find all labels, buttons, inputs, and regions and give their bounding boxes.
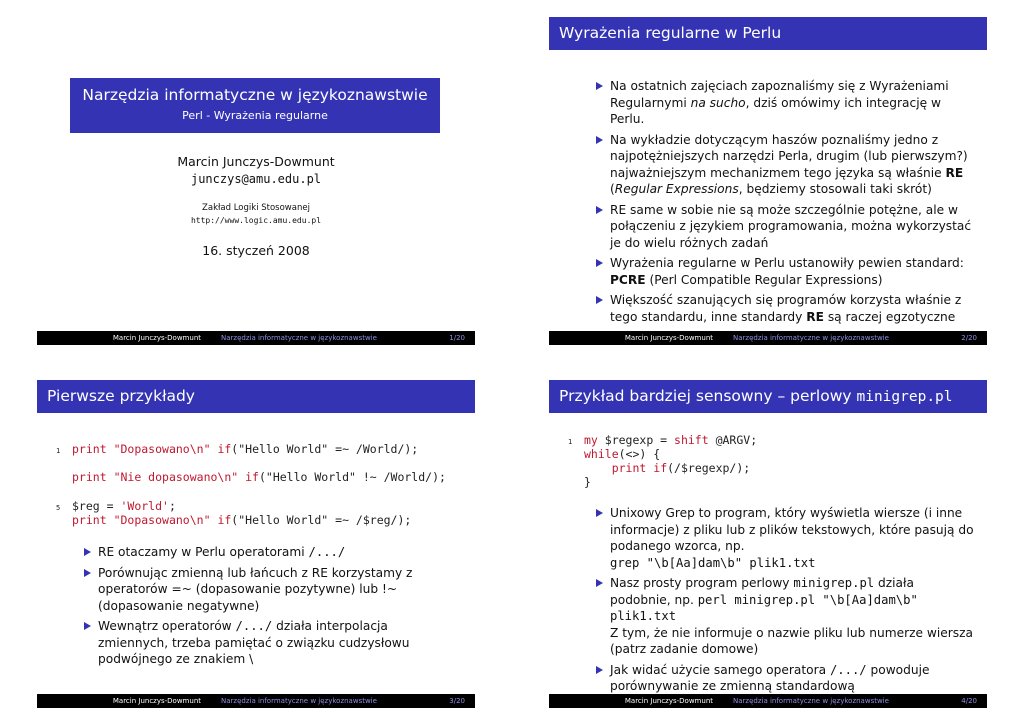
department: Zakład Logiki Stosowanej [202, 203, 310, 213]
code-line [72, 470, 446, 485]
bullet-triangle-icon [84, 548, 91, 556]
bullet-triangle-icon [84, 622, 91, 630]
slide-footer [37, 694, 475, 708]
code-line [72, 513, 411, 528]
code-keyword: print [611, 461, 647, 475]
presentation-subtitle: Perl - Wyrażenia regularne [182, 109, 328, 122]
bullet-triangle-icon [596, 296, 603, 304]
inline-code: /.../ [235, 619, 273, 633]
bullet-list [84, 544, 459, 672]
code-string: 'World' [120, 499, 169, 513]
list-item [596, 78, 978, 128]
bullet-triangle-icon [596, 136, 603, 144]
bullet-triangle-icon [596, 579, 603, 587]
page-number: 3/20 [449, 697, 465, 705]
slide-3 [37, 380, 475, 708]
code-line [584, 461, 750, 476]
emphasis-text: na sucho [690, 95, 746, 110]
title-text: Przykład bardziej sensowny – perlowy [559, 387, 857, 405]
code-line [72, 499, 176, 514]
line-number: 1 [568, 438, 573, 446]
code-keyword: print [72, 442, 107, 456]
bullet-triangle-icon [596, 206, 603, 214]
footer-author: Marcin Junczys-Dowmunt [549, 694, 721, 708]
code-text: ("Hello World" =~ /$reg/); [231, 513, 412, 527]
slide-footer [549, 694, 987, 708]
bold-text: RE [806, 309, 824, 324]
line-number: 1 [56, 447, 61, 455]
footer-course-label: Narzędzia informatyczne w językoznawstwie [221, 697, 377, 705]
title-box [70, 78, 440, 133]
bullet-text: Jak widać użycie samego operatora [610, 662, 830, 677]
footer-course [721, 331, 987, 345]
page-number: 1/20 [449, 334, 465, 342]
inline-code: perl minigrep.pl "\b[Aa]dam\b" plik1.txt [610, 592, 918, 623]
bold-text: PCRE [610, 272, 646, 287]
author-email: junczys@amu.edu.pl [190, 172, 322, 186]
list-item [596, 505, 978, 571]
bullet-triangle-icon [596, 82, 603, 90]
code-string: "Nie dopasowano\n" [113, 470, 239, 484]
bullet-triangle-icon [84, 569, 91, 577]
bullet-text: są raczej egzotyczne [823, 309, 956, 324]
code-text: $reg = [72, 499, 121, 513]
code-keyword: if [653, 461, 668, 475]
slide-footer [549, 331, 987, 345]
slide-footer [37, 331, 475, 345]
code-keyword: if [217, 442, 232, 456]
bullet-text: Unixowy Grep to program, który wyświetla wiersze (i inne informacje) z pliku lub z plików tekstowych, które pasują do podanego wzorca, np. [610, 506, 974, 553]
list-item [596, 575, 978, 658]
code-string: "Dopasowano\n" [113, 513, 211, 527]
bullet-text: działa interpolacja zmiennych, trzeba pamiętać o związku cudzysłowu podwójnego ze znakiem \ [98, 619, 410, 666]
list-item [596, 132, 978, 198]
line-number: 5 [56, 504, 61, 512]
bullet-text: działa podobnie, np. [610, 576, 914, 607]
bullet-list [596, 505, 978, 699]
emphasis-text: Regular Expressions [614, 182, 739, 196]
bullet-text: Na wykładzie dotyczącym haszów poznaliśmy jedno z najpotężniejszych narzędzi Perla, drugim (lub pierwszym?) najważniejszym mechanizmem tego języka są właśnie [610, 132, 968, 180]
code-keyword: if [245, 470, 259, 484]
slide-1 [37, 17, 475, 345]
code-string: "Dopasowano\n" [113, 442, 211, 456]
bullet-triangle-icon [596, 666, 603, 674]
footer-course-label: Narzędzia informatyczne w językoznawstwie [733, 334, 889, 342]
list-item [596, 202, 978, 252]
code-keyword: my [584, 433, 598, 447]
code-line: } [584, 475, 591, 489]
bullet-text: , będziemy stosowali taki skrót) [738, 182, 932, 196]
slide-title: Wyrażenia regularne w Perlu [549, 17, 987, 50]
bold-text: RE [945, 165, 964, 180]
list-item [84, 618, 459, 668]
slide-4 [549, 380, 987, 708]
footer-author: Marcin Junczys-Dowmunt [37, 694, 209, 708]
list-item [596, 662, 978, 695]
footer-course-label: Narzędzia informatyczne w językoznawstwie [733, 697, 889, 705]
bullet-triangle-icon [596, 259, 603, 267]
footer-course-label: Narzędzia informatyczne w językoznawstwie [221, 334, 377, 342]
code-keyword: print [72, 513, 107, 527]
bullet-text: Na ostatnich zajęciach zapoznaliśmy się z Wyrażeniami Regularnymi [610, 79, 949, 110]
footer-course [209, 694, 475, 708]
bullet-triangle-icon [596, 509, 603, 517]
bullet-text: RE otaczamy w Perlu operatorami [98, 545, 309, 559]
inline-code: /.../ [829, 662, 867, 677]
bullet-list [596, 78, 978, 329]
bullet-text: Porównując zmienną lub łańcuch z RE korzystamy z operatorów =~ (dopasowanie pozytywne) lub !~ (dopasowanie negatywne) [98, 565, 413, 613]
slide-title: Pierwsze przykłady [37, 380, 475, 413]
inline-code: /.../ [308, 545, 346, 559]
code-text: @ARGV; [708, 433, 758, 447]
bullet-text: , dziś omówimy ich integrację w Perlu. [610, 95, 941, 126]
title-code: minigrep.pl [856, 389, 953, 405]
code-text: (/$regexp/); [667, 461, 751, 475]
author-name: Marcin Junczys-Dowmunt [177, 154, 335, 169]
code-line [584, 433, 757, 448]
footer-course [721, 694, 987, 708]
code-text: $regexp = [597, 433, 675, 447]
bullet-text: Nasz prosty program perlowy [610, 576, 794, 590]
inline-code: grep "\b[Aa]dam\b" plik1.txt [610, 555, 816, 570]
footer-author: Marcin Junczys-Dowmunt [549, 331, 721, 345]
bullet-text: Wyrażenia regularne w Perlu ustanowiły pewien standard: [610, 256, 964, 270]
presentation-date: 16. styczeń 2008 [202, 243, 310, 258]
list-item [596, 255, 978, 288]
bullet-text: (Perl Compatible Regular Expressions) [645, 272, 883, 287]
code-keyword: shift [674, 433, 709, 447]
code-text: ; [168, 499, 176, 513]
code-keyword: if [217, 513, 232, 527]
list-item [596, 292, 978, 325]
footer-course [209, 331, 475, 345]
footer-author: Marcin Junczys-Dowmunt [37, 331, 209, 345]
list-item [84, 565, 459, 615]
code-text: (<>) { [618, 447, 661, 461]
code-text: ("Hello World" =~ /World/); [231, 442, 419, 456]
code-text: ("Hello World" !~ /World/); [258, 470, 446, 484]
code-line [72, 442, 418, 457]
slide-title [549, 380, 987, 413]
presentation-title: Narzędzia informatyczne w językoznawstwie [82, 86, 428, 104]
page-number: 2/20 [961, 334, 977, 342]
code-keyword: print [72, 470, 107, 484]
slide-2 [549, 17, 987, 345]
bullet-text: ( [610, 182, 615, 196]
bullet-text: powoduje porównywanie ze zmienną standardową [610, 662, 930, 693]
page-number: 4/20 [961, 697, 977, 705]
inline-code: minigrep.pl [793, 576, 875, 590]
code-line [584, 447, 660, 462]
bullet-text: Większość szanujących się programów korzysta właśnie z tego standardu, inne standardy [610, 293, 962, 324]
bullet-text: RE same w sobie nie są może szczególnie potężne, ale w połączeniu z językiem programowania, można wykorzystać je do wielu różnych zadań [610, 202, 972, 250]
bullet-text: Wewnątrz operatorów [98, 619, 236, 633]
code-keyword: while [584, 447, 619, 461]
list-item [84, 544, 459, 561]
department-url: http://www.logic.amu.edu.pl [190, 216, 322, 225]
bullet-text: Z tym, że nie informuje o nazwie pliku lub numerze wiersza (patrz zadanie domowe) [610, 625, 973, 656]
